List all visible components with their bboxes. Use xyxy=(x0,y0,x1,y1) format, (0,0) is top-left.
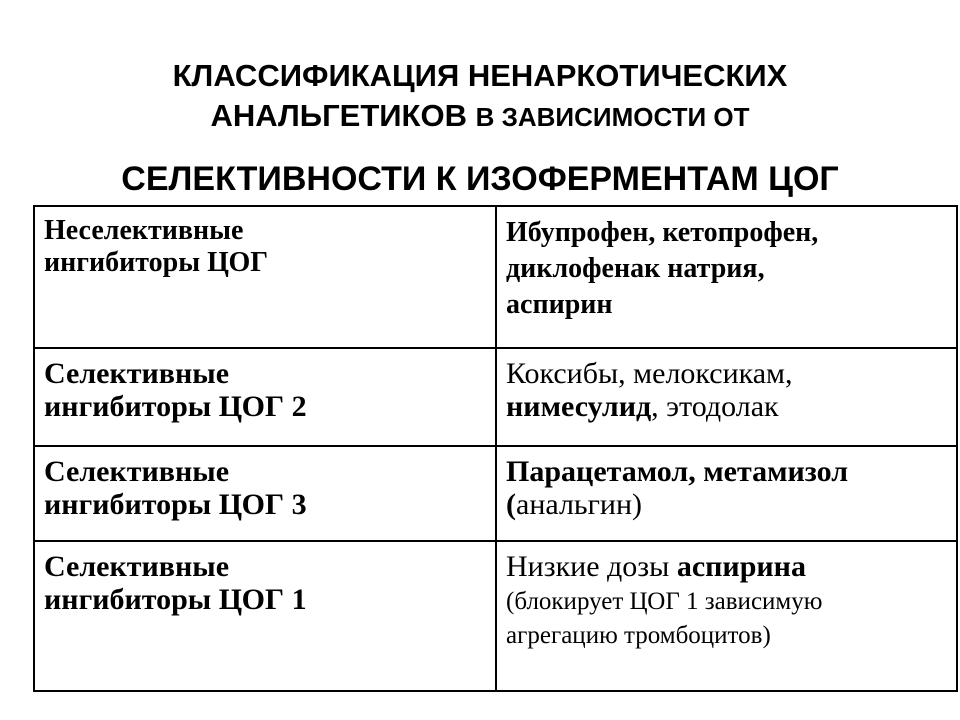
drug-list: аспирин xyxy=(506,289,613,320)
group-name: ингибиторы ЦОГ 3 xyxy=(44,488,307,521)
drug-list: диклофенак натрия, xyxy=(506,253,765,284)
drug-list: , этодолак xyxy=(651,390,779,423)
group-name: Неселективные xyxy=(44,215,244,246)
group-cell xyxy=(34,348,496,446)
paren: ( xyxy=(506,488,517,521)
slide-title-line-1 xyxy=(0,58,960,94)
group-name: Селективные xyxy=(44,455,230,488)
table-row xyxy=(34,446,957,541)
group-name: ингибиторы ЦОГ 1 xyxy=(44,583,307,616)
drug-list: Низкие дозы xyxy=(506,550,677,583)
table-row xyxy=(34,206,957,348)
drug-note: агрегацию тромбоцитов) xyxy=(506,622,771,649)
drug-list: анальгин) xyxy=(516,488,643,521)
drugs-cell xyxy=(496,206,957,348)
drug-list: Коксибы, мелоксикам, xyxy=(506,357,793,390)
drug-highlight: нимесулид xyxy=(506,390,652,423)
drugs-cell xyxy=(496,541,957,691)
drug-list: Ибупрофен, кетопрофен, xyxy=(506,217,819,248)
title-text-2-small: В ЗАВИСИМОСТИ ОТ xyxy=(475,102,750,132)
group-name: Селективные xyxy=(44,357,230,390)
drug-highlight: аспирина xyxy=(676,550,806,583)
title-text-3: СЕЛЕКТИВНОСТИ К ИЗОФЕРМЕНТАМ ЦОГ xyxy=(121,160,839,198)
group-name: ингибиторы ЦОГ 2 xyxy=(44,390,307,423)
group-name: Селективные xyxy=(44,550,230,583)
title-text-2: АНАЛЬГЕТИКОВ xyxy=(210,98,467,133)
slide-title-line-2 xyxy=(0,98,960,134)
group-name: ингибиторы ЦОГ xyxy=(44,247,269,278)
drugs-cell xyxy=(496,348,957,446)
drug-highlight: Парацетамол, метамизол xyxy=(506,455,849,488)
group-cell xyxy=(34,446,496,541)
group-cell xyxy=(34,541,496,691)
classification-table xyxy=(33,205,958,692)
table-row xyxy=(34,541,957,691)
title-text-1: КЛАССИФИКАЦИЯ НЕНАРКОТИЧЕСКИХ xyxy=(172,58,788,93)
group-cell xyxy=(34,206,496,348)
drugs-cell xyxy=(496,446,957,541)
slide-title-line-3 xyxy=(0,160,960,199)
drug-note: (блокирует ЦОГ 1 зависимую xyxy=(506,588,823,615)
table-row xyxy=(34,348,957,446)
